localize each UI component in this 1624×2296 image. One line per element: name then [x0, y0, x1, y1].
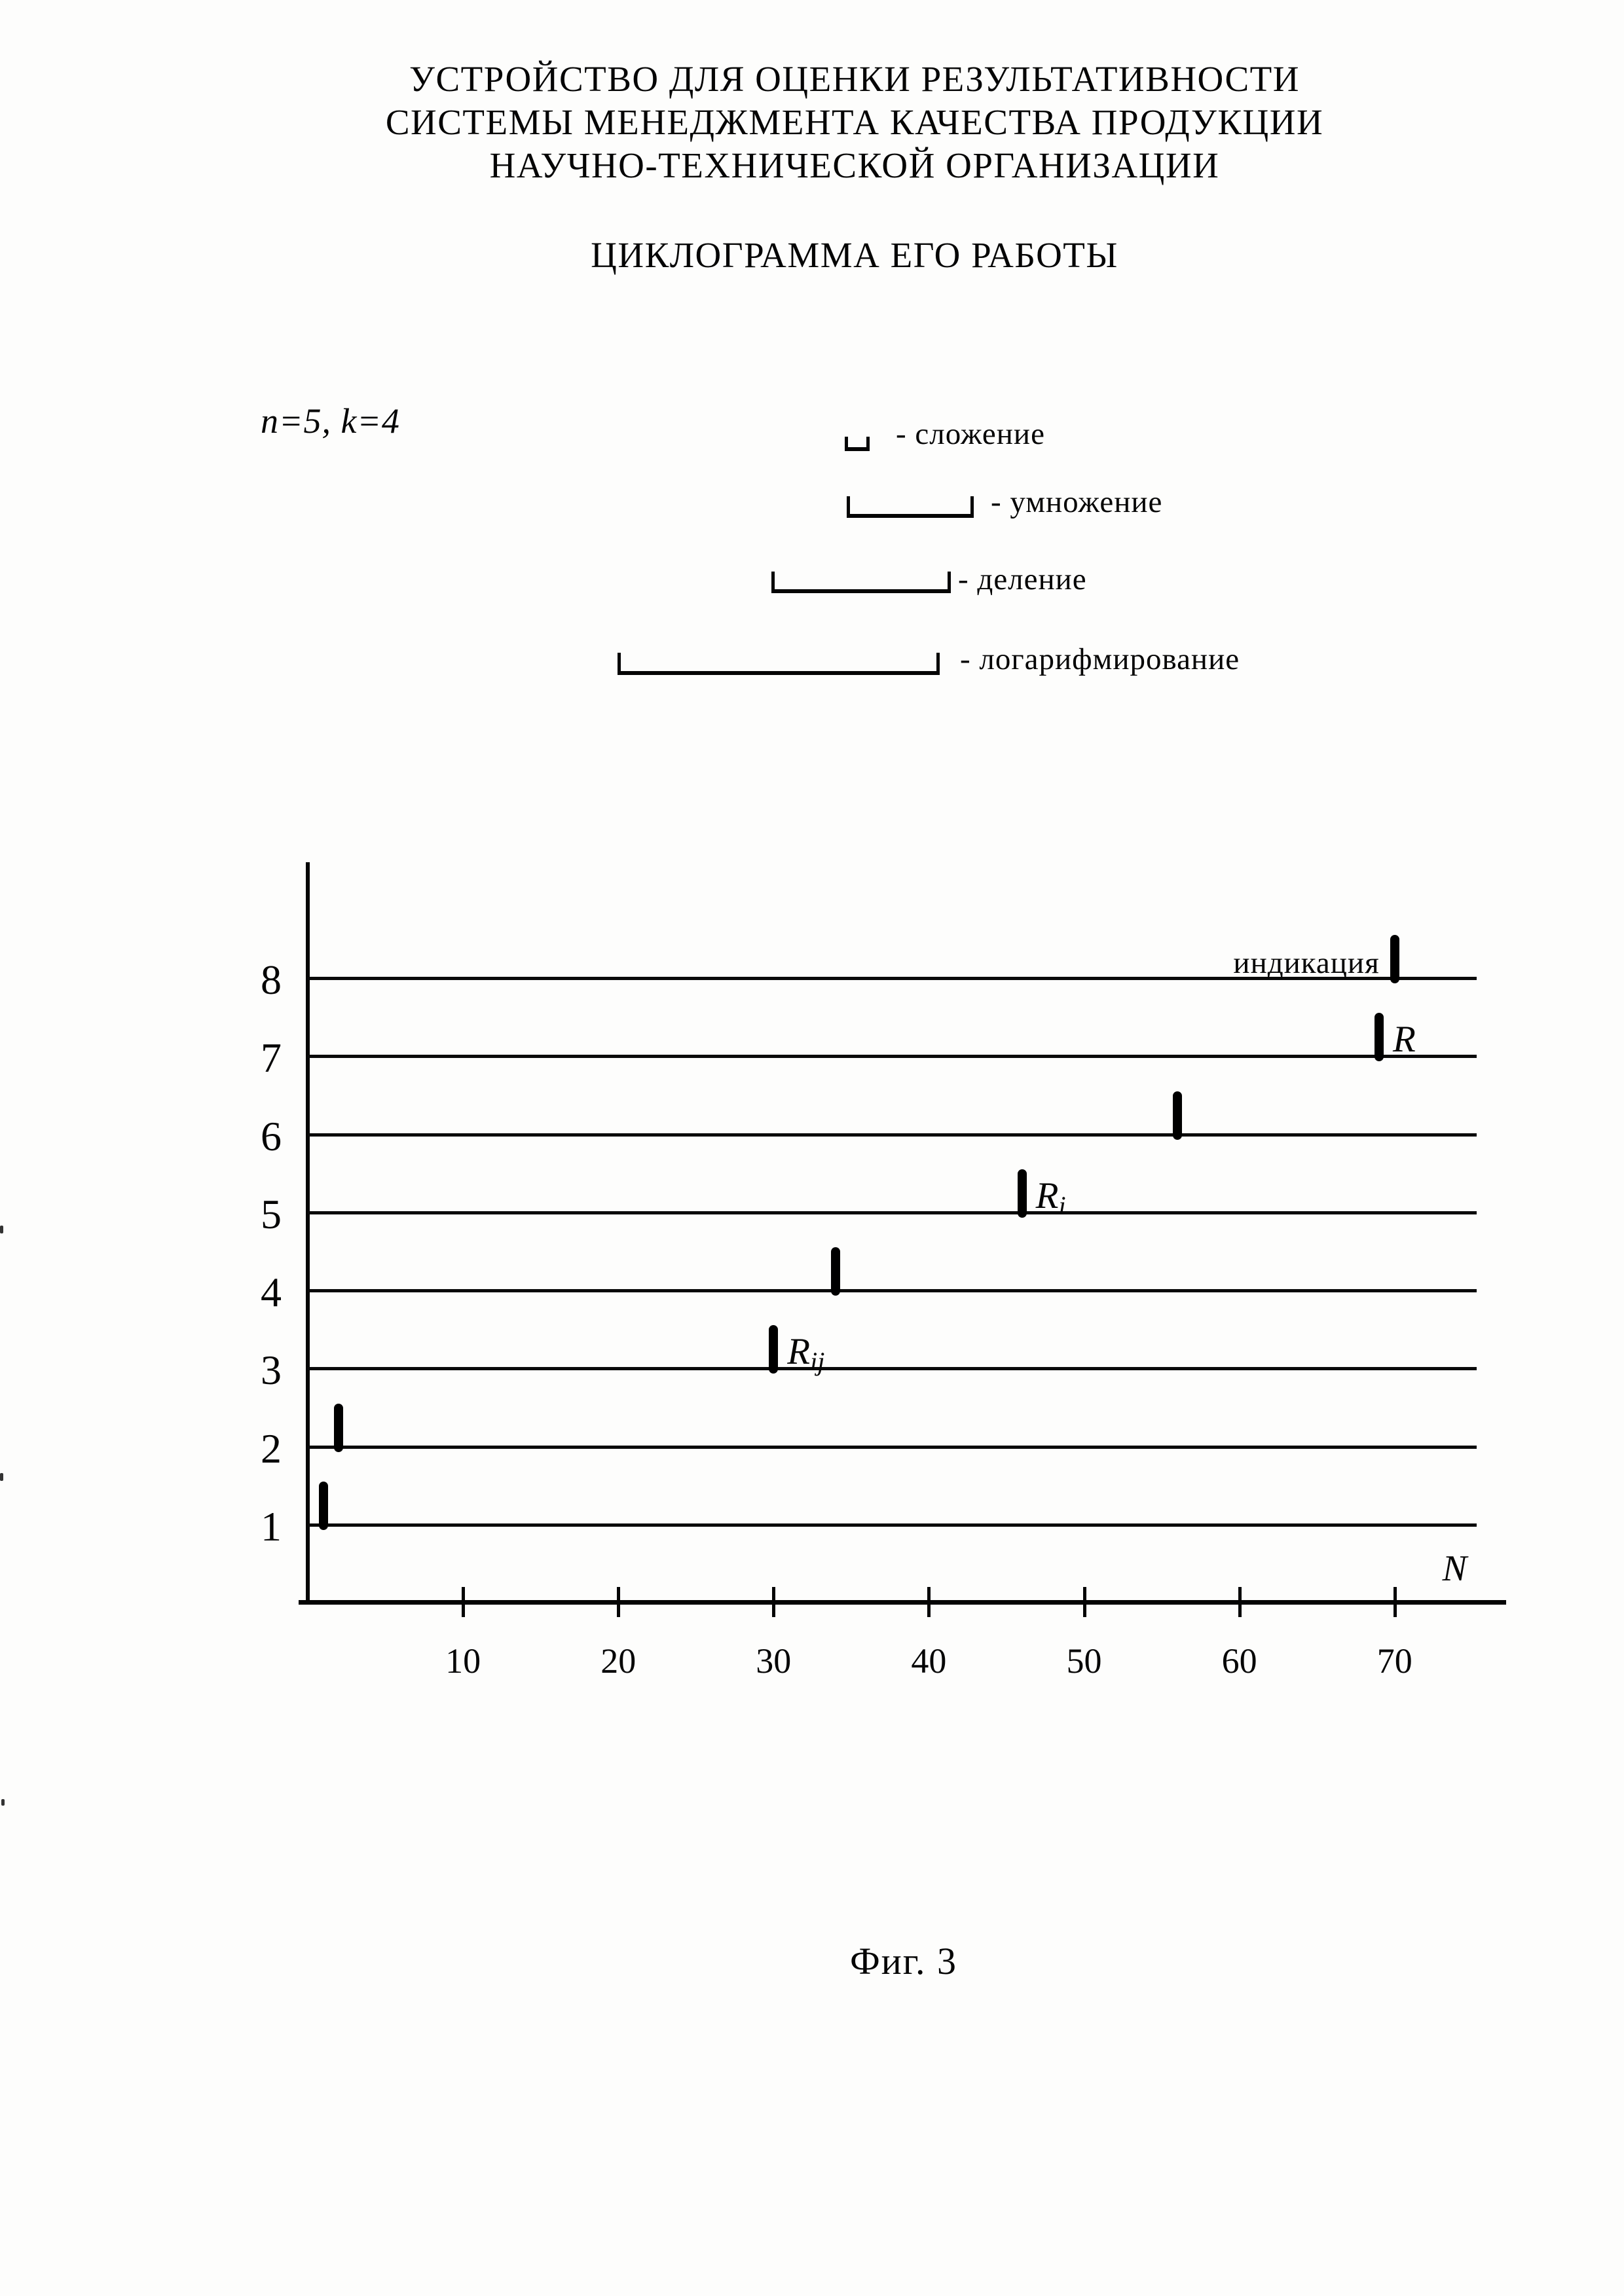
pulse-bar-level-1 — [319, 1482, 328, 1530]
scan-artifact — [0, 1473, 3, 1481]
x-axis-tick-label-60: 60 — [1221, 1641, 1257, 1681]
grid-line-level-2 — [308, 1446, 1477, 1449]
title-line-2: СИСТЕМЫ МЕНЕДЖМЕНТА КАЧЕСТВА ПРОДУКЦИИ — [385, 102, 1324, 142]
grid-line-level-3 — [308, 1367, 1477, 1370]
scan-artifact — [0, 1226, 3, 1233]
pulse-bar-level-2 — [334, 1404, 343, 1452]
figure-caption: Фиг. 3 — [849, 1940, 958, 1982]
series-label-Ri: $R_i$ — [1035, 1175, 1066, 1220]
pulse-bar-level-4 — [831, 1247, 840, 1296]
pulse-bar-level-5 — [1018, 1169, 1027, 1218]
series-label-индикация: индикация — [1233, 945, 1380, 980]
x-axis-tick-60 — [1238, 1587, 1242, 1617]
parameters-annotation: n=5, k=4 — [261, 401, 400, 441]
x-axis-tick-40 — [927, 1587, 931, 1617]
y-axis-label-5: 5 — [261, 1190, 282, 1237]
x-axis-tick-10 — [462, 1587, 465, 1617]
x-axis-tick-label-40: 40 — [911, 1641, 947, 1681]
legend-bracket-logarithm-icon — [618, 653, 940, 675]
scan-artifact — [1, 1799, 5, 1806]
legend-label-multiplication: - умножение — [991, 485, 1163, 519]
y-axis — [306, 862, 310, 1605]
series-label-Rij: $R_{ij}$ — [787, 1331, 825, 1377]
y-axis-label-7: 7 — [261, 1034, 282, 1082]
series-label-R: R — [1392, 1019, 1416, 1061]
grid-line-level-4 — [308, 1289, 1477, 1292]
x-axis-tick-30 — [772, 1587, 775, 1617]
y-axis-label-3: 3 — [261, 1347, 282, 1394]
grid-line-level-7 — [308, 1055, 1477, 1058]
legend-label-logarithm: - логарифмирование — [960, 642, 1240, 676]
pulse-bar-level-7 — [1375, 1013, 1384, 1061]
x-axis-tick-label-70: 70 — [1376, 1641, 1412, 1681]
legend-bracket-multiplication-icon — [847, 496, 974, 518]
title-line-1: УСТРОЙСТВО ДЛЯ ОЦЕНКИ РЕЗУЛЬТАТИВНОСТИ — [409, 59, 1300, 99]
legend-bracket-addition-icon — [845, 437, 870, 451]
figure-subtitle: ЦИКЛОГРАММА ЕГО РАБОТЫ — [591, 235, 1118, 275]
legend-label-division: - деление — [958, 562, 1087, 596]
pulse-bar-level-3 — [769, 1325, 778, 1374]
x-axis-tick-label-10: 10 — [445, 1641, 481, 1681]
x-axis — [299, 1600, 1506, 1605]
x-axis-tick-50 — [1083, 1587, 1086, 1617]
y-axis-label-8: 8 — [261, 956, 282, 1003]
x-axis-tick-label-30: 30 — [756, 1641, 792, 1681]
grid-line-level-6 — [308, 1133, 1477, 1137]
y-axis-label-2: 2 — [261, 1425, 282, 1472]
y-axis-label-4: 4 — [261, 1269, 282, 1316]
legend-label-addition: - сложение — [896, 417, 1045, 451]
title-line-3: НАУЧНО-ТЕХНИЧЕСКОЙ ОРГАНИЗАЦИИ — [489, 145, 1220, 185]
y-axis-label-6: 6 — [261, 1112, 282, 1159]
pulse-bar-level-6 — [1173, 1091, 1182, 1140]
y-axis-label-1: 1 — [261, 1503, 282, 1550]
grid-line-level-5 — [308, 1211, 1477, 1214]
legend-bracket-division-icon — [771, 572, 951, 593]
x-axis-tick-20 — [617, 1587, 620, 1617]
x-axis-title: N — [1442, 1548, 1467, 1589]
x-axis-tick-label-50: 50 — [1066, 1641, 1102, 1681]
document-title — [200, 58, 1509, 187]
grid-line-level-1 — [308, 1523, 1477, 1527]
x-axis-tick-70 — [1393, 1587, 1397, 1617]
x-axis-tick-label-20: 20 — [600, 1641, 637, 1681]
pulse-bar-level-8 — [1390, 935, 1399, 983]
